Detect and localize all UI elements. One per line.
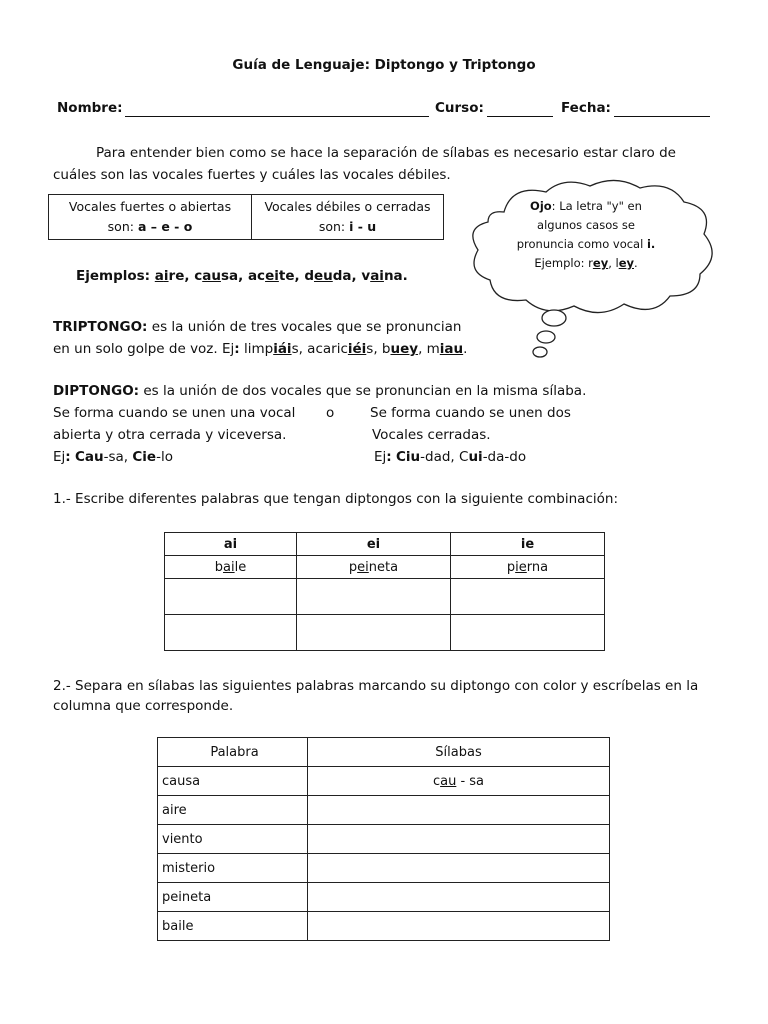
- ley-ey: ey: [618, 256, 634, 270]
- diptongo-right-2: Vocales cerradas.: [372, 427, 491, 443]
- ex2-syllables-cell[interactable]: [308, 825, 610, 854]
- dip-r-ex1: Ciu: [395, 449, 421, 465]
- triptongo-label: TRIPTONGO:: [53, 319, 148, 335]
- exercise2-prompt-1: 2.- Separa en sílabas las siguientes palabras marcando su diptongo con color y escríbelas en la: [53, 678, 699, 694]
- ex1-ie-b: ie: [515, 559, 527, 575]
- ex2-header-syllables: Sílabas: [308, 738, 610, 767]
- ex1-ie-c: rna: [526, 559, 549, 575]
- dip-l-ex1: Cau: [74, 449, 104, 465]
- dip-r-ex2-rest: -da-do: [482, 449, 527, 465]
- tri-ex3-c: , m: [418, 341, 440, 357]
- weak-vowels-cell: [252, 195, 444, 240]
- strong-vowels-son: son:: [107, 219, 134, 234]
- ex1-example-ai: [165, 556, 297, 579]
- tri-ex1-c: s, acaric: [291, 341, 348, 357]
- ex1-example-ie: [451, 556, 605, 579]
- fecha-field[interactable]: [614, 100, 710, 117]
- weak-vowels-son: son:: [318, 219, 346, 234]
- ex-aceite-rest: te,: [278, 268, 300, 284]
- cloud-line-1: : La letra "y" en: [551, 199, 642, 213]
- page-title: Guía de Lenguaje: Diptongo y Triptongo: [232, 57, 536, 73]
- ex-vaina-ai: ai: [370, 268, 384, 284]
- ex2-word: peineta: [158, 883, 308, 912]
- ex2-word: baile: [158, 912, 308, 941]
- dip-l-ex2: Cie: [132, 449, 157, 465]
- diptongo-o: o: [326, 405, 335, 421]
- ex1-ai-b: ai: [223, 559, 235, 575]
- intro-line-1: Para entender bien como se hace la separación de sílabas es necesario estar claro de: [96, 145, 676, 161]
- ex1-header-ei: ei: [297, 533, 451, 556]
- weak-vowels-label: Vocales débiles o cerradas: [264, 199, 431, 214]
- exercise2-table: [157, 737, 610, 941]
- cloud-note: [486, 197, 686, 273]
- diptongo-left-1: Se forma cuando se unen una vocal: [53, 405, 296, 421]
- exercise2-prompt-2: columna que corresponde.: [53, 698, 234, 714]
- diptongo-left-examples: [53, 449, 173, 465]
- ex-deuda-d: d: [304, 268, 314, 284]
- exercise1-table: [164, 532, 605, 651]
- ex-causa-rest: sa,: [220, 268, 244, 284]
- dip-l-ex2-rest: -lo: [156, 449, 173, 465]
- ex1-answer-cell[interactable]: [297, 579, 451, 615]
- cloud-line-3-bold: i.: [646, 237, 656, 251]
- ex-deuda-eu: eu: [313, 268, 333, 284]
- cloud-end: .: [634, 256, 638, 270]
- ex2-syllables-cell[interactable]: [308, 883, 610, 912]
- intro-line-2: cuáles son las vocales fuertes y cuáles las vocales débiles.: [53, 167, 451, 183]
- diptongo-left-2: abierta y otra cerrada y viceversa.: [53, 427, 287, 443]
- ex-aceite-ac: ac: [247, 268, 266, 284]
- diptongo-line-1: [53, 383, 586, 399]
- ex-aceite-ei: ei: [265, 268, 279, 284]
- rey-ey: ey: [592, 256, 609, 270]
- cloud-sep: ,: [608, 256, 616, 270]
- ex1-header-ie: ie: [451, 533, 605, 556]
- triptongo-text-2: en un solo golpe de voz. Ej: [53, 341, 235, 357]
- cloud-line-3: pronuncia como vocal: [516, 237, 647, 251]
- ex1-ai-a: b: [214, 559, 224, 575]
- weak-vowels-value: i - u: [349, 219, 377, 234]
- ex2-syllables-example: [308, 767, 610, 796]
- ex1-answer-cell[interactable]: [451, 579, 605, 615]
- ex2-syllables-cell[interactable]: [308, 912, 610, 941]
- ex2-ex-b: au: [440, 773, 457, 789]
- ex1-answer-cell[interactable]: [297, 615, 451, 651]
- tri-ex1-a: limp: [239, 341, 274, 357]
- tri-ex2-b: iéi: [347, 341, 367, 357]
- ex2-word: causa: [158, 767, 308, 796]
- cloud-line-4: Ejemplo:: [534, 256, 589, 270]
- dip-r-ex1-rest: -dad, C: [420, 449, 469, 465]
- diptongo-right-1: Se forma cuando se unen dos: [370, 405, 571, 421]
- examples-label: Ejemplos:: [76, 268, 151, 284]
- ex1-ei-a: p: [348, 559, 358, 575]
- diptongo-text: es la unión de dos vocales que se pronuncian en la misma sílaba.: [139, 383, 587, 399]
- rey-r: r: [588, 256, 593, 270]
- examples-line: [76, 268, 408, 284]
- fecha-label: Fecha:: [561, 100, 611, 116]
- ex1-ei-b: ei: [357, 559, 369, 575]
- ex-causa-au: au: [202, 268, 221, 284]
- dip-l-ex1-rest: -sa,: [103, 449, 133, 465]
- dip-ej-right-colon: :: [386, 449, 392, 465]
- ex-vaina-rest: na.: [383, 268, 408, 284]
- ex1-answer-cell[interactable]: [165, 579, 297, 615]
- ex1-answer-cell[interactable]: [451, 615, 605, 651]
- ex2-word: aire: [158, 796, 308, 825]
- triptongo-colon: :: [234, 341, 240, 357]
- ex-deuda-rest: da,: [332, 268, 357, 284]
- dip-ej-left: Ej: [53, 449, 66, 465]
- nombre-label: Nombre:: [57, 100, 123, 116]
- triptongo-line-1: [53, 319, 461, 335]
- ex2-word: viento: [158, 825, 308, 854]
- curso-label: Curso:: [435, 100, 484, 116]
- ex2-header-word: Palabra: [158, 738, 308, 767]
- curso-field[interactable]: [487, 100, 553, 117]
- diptongo-right-examples: [374, 449, 526, 465]
- ex-causa-c: c: [194, 268, 203, 284]
- ex1-ie-a: p: [506, 559, 516, 575]
- triptongo-line-2: [53, 341, 467, 357]
- ex-aire-i: i: [163, 268, 169, 284]
- ex2-ex-a: c: [432, 773, 441, 789]
- tri-ex4-b: iau: [439, 341, 464, 357]
- dip-ej-left-colon: :: [65, 449, 71, 465]
- ex-aire-rest: re,: [168, 268, 190, 284]
- ex-aire-a: a: [154, 268, 164, 284]
- ex1-ai-c: le: [234, 559, 247, 575]
- dip-ej-right: Ej: [374, 449, 387, 465]
- ex1-ei-c: neta: [368, 559, 399, 575]
- tri-ex2-c: s, b: [366, 341, 391, 357]
- ex1-example-ei: [297, 556, 451, 579]
- tri-ex4-c: .: [463, 341, 468, 357]
- ley-l: l: [615, 256, 619, 270]
- strong-vowels-cell: [49, 195, 252, 240]
- tri-ex3-b: uey: [390, 341, 419, 357]
- diptongo-label: DIPTONGO:: [53, 383, 140, 399]
- tri-ex1-b: iái: [273, 341, 292, 357]
- triptongo-text-1: es la unión de tres vocales que se pronuncian: [147, 319, 462, 335]
- strong-vowels-value: a – e - o: [137, 219, 193, 234]
- cloud-bubble-medium: [537, 331, 555, 343]
- ex2-word: misterio: [158, 854, 308, 883]
- ex2-syllables-cell[interactable]: [308, 796, 610, 825]
- ex2-ex-c: - sa: [456, 773, 485, 789]
- ex-vaina-v: v: [361, 268, 371, 284]
- exercise1-prompt: 1.- Escribe diferentes palabras que tengan diptongos con la siguiente combinación:: [53, 491, 618, 507]
- ex2-syllables-cell[interactable]: [308, 854, 610, 883]
- dip-r-ex2: ui: [468, 449, 483, 465]
- cloud-line-2: algunos casos se: [537, 218, 635, 232]
- cloud-bubble-large: [542, 310, 566, 326]
- vowel-table: [48, 194, 444, 240]
- ojo-label: Ojo: [530, 199, 552, 213]
- cloud-bubble-small: [533, 347, 547, 357]
- nombre-field[interactable]: [125, 100, 429, 117]
- ex1-header-ai: ai: [165, 533, 297, 556]
- ex1-answer-cell[interactable]: [165, 615, 297, 651]
- strong-vowels-label: Vocales fuertes o abiertas: [68, 199, 232, 214]
